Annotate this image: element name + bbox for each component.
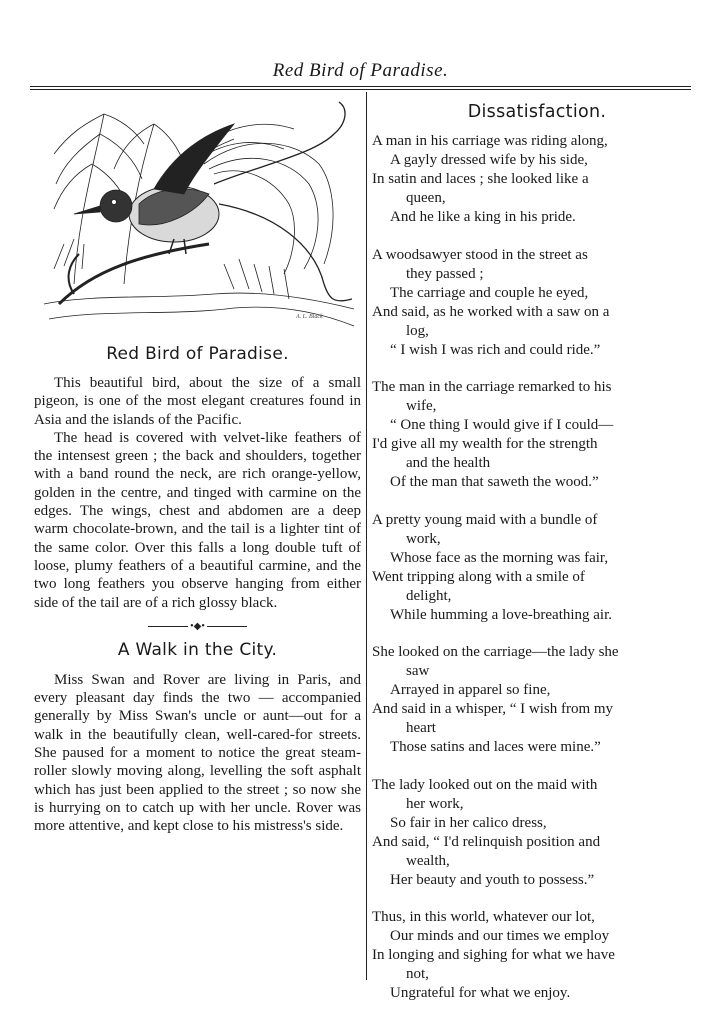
poem-line: Her beauty and youth to possess.” xyxy=(390,871,595,888)
poem-line: A woodsawyer stood in the street as xyxy=(372,246,588,263)
bird-article-title: Red Bird of Paradise. xyxy=(106,344,289,364)
poem-line: She looked on the carriage—the lady she xyxy=(372,644,619,660)
poem-line: her work, xyxy=(406,795,464,812)
poem-line: Ungrateful for what we enjoy. xyxy=(390,985,571,1001)
poem-line: And said, as he worked with a saw on a xyxy=(372,303,610,320)
left-column xyxy=(34,94,361,836)
poem-line: And said, “ I'd relinquish position and xyxy=(372,833,601,850)
poem-line: And he like a king in his pride. xyxy=(390,209,576,225)
poem-line: Arrayed in apparel so fine, xyxy=(390,682,551,698)
header-rule xyxy=(30,89,691,90)
poem-line: heart xyxy=(406,720,436,736)
poem-line: Thus, in this world, whatever our lot, xyxy=(372,909,595,925)
illustrator-signature: A. L. Black xyxy=(296,314,323,320)
page-header xyxy=(30,52,691,87)
poem-line: Whose face as the morning was fair, xyxy=(390,549,609,566)
poem-line: wife, xyxy=(406,398,437,414)
poem-line: I'd give all my wealth for the strength xyxy=(372,436,598,452)
poem-line: The carriage and couple he eyed, xyxy=(390,284,589,301)
column-divider xyxy=(366,92,367,980)
poem-line: A pretty young maid with a bundle of xyxy=(372,511,598,528)
bird-paragraph-2: The head is covered with velvet-like feathers of the intensest green ; the back and shoulders, together with a band round the neck, are rich orange-yellow, golden in the centre, and tinged with carmine on the edges. The wings, chest and abdomen are a deep warm chocolate-brown, and the tail is a lighter tint of the same color. Over this falls a long double tuft of loose, plumy feathers of a beautiful carmine, and the two long feathers you observe hanging from either side of the tail are of a rich glossy black. xyxy=(34,429,361,611)
poem-line: “ One thing I would give if I could— xyxy=(390,417,614,433)
poem-stanza xyxy=(372,643,702,757)
poem-line: “ I wish I was rich and could ride.” xyxy=(390,341,601,358)
bird-of-paradise-illustration xyxy=(34,94,361,332)
poem-line: So fair in her calico dress, xyxy=(390,814,547,831)
poem-stanza xyxy=(372,132,702,227)
poem-line: log, xyxy=(406,322,429,339)
poem-line: While humming a love-breathing air. xyxy=(390,606,613,623)
poem-line: Went tripping along with a smile of xyxy=(372,568,585,585)
walk-paragraph-1: Miss Swan and Rover are living in Paris, and every pleasant day finds the two — accompanied generally by Miss Swan's uncle or aunt—out for a walk in the beautifully clean, well-cared-for streets. She paused for a moment to notice the great steam-roller slowly moving along, levelling the soft asphalt which has just been applied to the street ; so now she is hurrying on to catch up with her uncle. Rover was more attentive, and kept close to his mistress's side. xyxy=(34,671,361,835)
poem-line: Those satins and laces were mine.” xyxy=(390,739,601,755)
poem-line: wealth, xyxy=(406,852,450,869)
poem-line: The man in the carriage remarked to his xyxy=(372,379,612,395)
poem-line: In satin and laces ; she looked like a xyxy=(372,171,589,187)
poem-line: saw xyxy=(406,663,430,679)
walk-article-title: A Walk in the City. xyxy=(117,639,278,660)
poem-line: Our minds and our times we employ xyxy=(390,928,610,944)
poem-line: And said in a whisper, “ I wish from my xyxy=(372,701,614,717)
poem-line: work, xyxy=(406,530,441,547)
poem-stanza xyxy=(372,776,702,890)
running-title: Red Bird of Paradise. xyxy=(272,60,449,81)
poem-stanza xyxy=(372,908,702,1003)
poem-line: queen, xyxy=(406,190,446,206)
poem-line: delight, xyxy=(406,587,452,604)
poem-line: Of the man that saweth the wood.” xyxy=(390,474,599,490)
poem-line: In longing and sighing for what we have xyxy=(372,947,615,963)
poem-line: A man in his carriage was riding along, xyxy=(372,133,608,149)
poem-line: they passed ; xyxy=(406,265,484,282)
poem-line: not, xyxy=(406,966,429,982)
poem-line: and the health xyxy=(406,455,491,471)
bird-paragraph-1: This beautiful bird, about the size of a small pigeon, is one of the most elegant creatures found in Asia and the islands of the Pacific. xyxy=(34,375,361,428)
poem-line: The lady looked out on the maid with xyxy=(372,776,598,793)
poem-stanza xyxy=(372,246,702,360)
poem-body xyxy=(372,132,702,1003)
poem-title: Dissatisfaction. xyxy=(467,102,607,122)
poem-line: A gayly dressed wife by his side, xyxy=(390,152,588,168)
section-ornament: •◆• xyxy=(34,622,361,632)
poem-stanza xyxy=(372,511,702,625)
right-column xyxy=(372,94,702,1022)
poem-stanza xyxy=(372,378,702,492)
